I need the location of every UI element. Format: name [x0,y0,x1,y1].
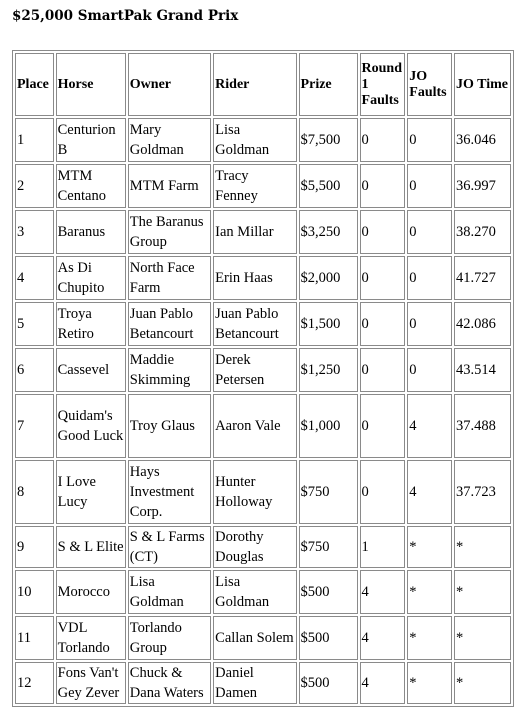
cell-rider: Dorothy Douglas [213,526,296,568]
cell-owner: Mary Goldman [128,118,211,162]
header-place: Place [15,53,54,116]
cell-prize: $750 [299,526,358,568]
cell-horse: MTM Centano [56,164,126,208]
cell-rider: Juan Pablo Betancourt [213,302,296,346]
cell-prize: $2,000 [299,256,358,300]
cell-place: 1 [15,118,54,162]
cell-jo-time: * [454,662,511,704]
cell-horse: VDL Torlando [56,616,126,660]
cell-owner: Troy Glaus [128,394,211,458]
cell-rider: Erin Haas [213,256,296,300]
cell-horse: Centurion B [56,118,126,162]
cell-place: 4 [15,256,54,300]
cell-rider: Lisa Goldman [213,570,296,614]
cell-owner: North Face Farm [128,256,211,300]
table-row [15,302,511,346]
cell-horse: Baranus [56,210,126,254]
cell-jo-time: 41.727 [454,256,511,300]
cell-rider: Aaron Vale [213,394,296,458]
cell-jo-time: 43.514 [454,348,511,392]
cell-horse: S & L Elite [56,526,126,568]
page-title: $25,000 SmartPak Grand Prix [12,8,239,24]
cell-round1-faults: 0 [360,164,406,208]
cell-rider: Lisa Goldman [213,118,296,162]
cell-round1-faults: 0 [360,210,406,254]
cell-jo-faults: 4 [407,394,452,458]
cell-jo-time: * [454,616,511,660]
cell-prize: $1,000 [299,394,358,458]
table-row [15,662,511,704]
header-jo-faults: JO Faults [407,53,452,116]
cell-owner: S & L Farms (CT) [128,526,211,568]
cell-round1-faults: 4 [360,616,406,660]
cell-owner: MTM Farm [128,164,211,208]
cell-place: 3 [15,210,54,254]
table-row [15,118,511,162]
table-row [15,526,511,568]
cell-round1-faults: 4 [360,570,406,614]
cell-jo-faults: * [407,570,452,614]
cell-horse: I Love Lucy [56,460,126,524]
cell-jo-time: 37.723 [454,460,511,524]
cell-jo-time: 37.488 [454,394,511,458]
cell-prize: $500 [299,616,358,660]
cell-jo-faults: * [407,616,452,660]
cell-round1-faults: 4 [360,662,406,704]
table-row [15,210,511,254]
cell-jo-faults: 0 [407,164,452,208]
cell-prize: $750 [299,460,358,524]
cell-round1-faults: 0 [360,394,406,458]
header-prize: Prize [299,53,358,116]
cell-jo-faults: * [407,662,452,704]
cell-rider: Ian Millar [213,210,296,254]
cell-horse: As Di Chupito [56,256,126,300]
cell-horse: Morocco [56,570,126,614]
cell-place: 7 [15,394,54,458]
cell-place: 12 [15,662,54,704]
cell-owner: Maddie Skimming [128,348,211,392]
cell-place: 2 [15,164,54,208]
cell-round1-faults: 0 [360,302,406,346]
table-body [15,118,511,704]
cell-round1-faults: 0 [360,256,406,300]
cell-place: 5 [15,302,54,346]
table-row [15,570,511,614]
cell-prize: $3,250 [299,210,358,254]
table-row [15,256,511,300]
cell-owner: Chuck & Dana Waters [128,662,211,704]
cell-round1-faults: 0 [360,348,406,392]
cell-jo-time: 42.086 [454,302,511,346]
cell-round1-faults: 0 [360,118,406,162]
header-jo-time: JO Time [454,53,511,116]
header-rider: Rider [213,53,296,116]
cell-jo-faults: 0 [407,302,452,346]
cell-horse: Cassevel [56,348,126,392]
cell-rider: Callan Solem [213,616,296,660]
cell-jo-faults: 0 [407,348,452,392]
cell-jo-faults: * [407,526,452,568]
cell-rider: Daniel Damen [213,662,296,704]
cell-jo-time: * [454,526,511,568]
cell-place: 9 [15,526,54,568]
cell-place: 10 [15,570,54,614]
table-row [15,616,511,660]
table-header-row [15,53,511,116]
cell-jo-faults: 0 [407,210,452,254]
cell-rider: Hunter Holloway [213,460,296,524]
cell-owner: Lisa Goldman [128,570,211,614]
cell-prize: $7,500 [299,118,358,162]
results-table [12,50,514,707]
cell-rider: Derek Petersen [213,348,296,392]
cell-horse: Fons Van't Gey Zever [56,662,126,704]
cell-place: 11 [15,616,54,660]
header-round1-faults: Round 1 Faults [360,53,406,116]
cell-owner: Torlando Group [128,616,211,660]
cell-jo-time: 38.270 [454,210,511,254]
cell-prize: $5,500 [299,164,358,208]
header-horse: Horse [56,53,126,116]
table-row [15,164,511,208]
cell-jo-faults: 0 [407,118,452,162]
cell-jo-faults: 0 [407,256,452,300]
cell-prize: $1,250 [299,348,358,392]
cell-rider: Tracy Fenney [213,164,296,208]
cell-prize: $500 [299,570,358,614]
table-row [15,394,511,458]
cell-place: 6 [15,348,54,392]
cell-owner: Juan Pablo Betancourt [128,302,211,346]
cell-prize: $500 [299,662,358,704]
cell-owner: The Baranus Group [128,210,211,254]
cell-place: 8 [15,460,54,524]
cell-prize: $1,500 [299,302,358,346]
cell-jo-time: * [454,570,511,614]
cell-jo-time: 36.046 [454,118,511,162]
cell-jo-time: 36.997 [454,164,511,208]
cell-owner: Hays Investment Corp. [128,460,211,524]
cell-round1-faults: 1 [360,526,406,568]
cell-horse: Troya Retiro [56,302,126,346]
header-owner: Owner [128,53,211,116]
cell-horse: Quidam's Good Luck [56,394,126,458]
table-row [15,460,511,524]
cell-round1-faults: 0 [360,460,406,524]
table-row [15,348,511,392]
cell-jo-faults: 4 [407,460,452,524]
